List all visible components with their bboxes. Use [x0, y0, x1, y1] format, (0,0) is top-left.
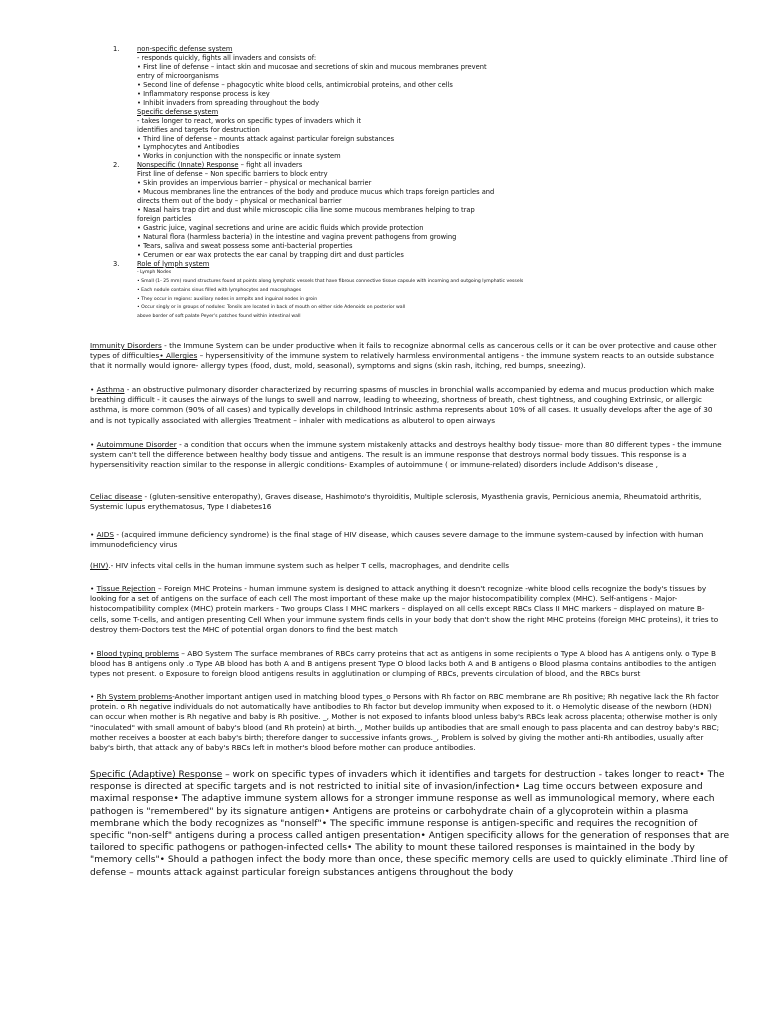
- outline-line: • Gastric juice, vaginal secretions and urine are acidic fluids which provide protection: [137, 224, 424, 233]
- outline-line: - takes longer to react, works on specific types of invaders which it: [137, 116, 361, 125]
- outline-line: directs them out of the body – physical or mechanical barrier: [137, 197, 342, 206]
- outline-line: • Cerumen or ear wax protects the ear canal by trapping dirt and dust particles: [137, 250, 404, 259]
- outline-line: foreign particles: [137, 215, 192, 224]
- outline-item-2-heading: 2. Nonspecific (Innate) Response – fight all invaders: [113, 161, 303, 170]
- outline-small-line: above border of soft palate Peyer's patches found within intestinal wall: [137, 314, 301, 320]
- outline-line: • First line of defense – intact skin and mucosae and secretions of skin and mucous membranes prevent: [137, 62, 487, 71]
- outline-line: • Inhibit invaders from spreading throughout the body: [137, 98, 320, 107]
- outline-list: [113, 45, 633, 322]
- outline-line: entry of microorganisms: [137, 71, 219, 80]
- tissue-rejection-paragraph: • Tissue Rejection – Foreign MHC Proteins - human immune system is designed to attack anything it doesn't recognize -white blood cells recognize the body's tissues by looking for a set of antigens on the surface of each cell The most important of these make up the major histocompatibility complex (MHC). Self-antigens - Major-histocompatibility complex (MHC) protein markers - Two groups Class I MHC markers – displayed on all cells except RBCs Class II MHC markers – displayed on mature B-cells, some T-cells, and antigen presenting Cell When your immune system finds cells in your body that don't show the right MHC proteins (foreign MHC proteins), it tries to destroy them-Doctors test the MHC of potential organ donors to find the best match: [90, 584, 719, 634]
- outline-small-line: - Lymph Nodes: [137, 269, 172, 275]
- outline-item-3-heading: 3. Role of lymph system: [113, 259, 210, 268]
- outline-line: • Works in conjunction with the nonspecific or innate system: [137, 152, 341, 161]
- specific-response-paragraph: Specific (Adaptive) Response – work on specific types of invaders which it identifies and targets for destruction - takes longer to react• The response is directed at specific targets and is not restricted to initial site of invasion/infection• Lag time occurs between exposure and maximal response• The adaptive immune system allows for a stronger immune response as well as immunological memory, where each pathogen is "remembered" by its signature antigen• Antigens are proteins or carbohydrate chain of a glycoprotein within a plasma membrane which the body recognizes as "nonself"• The specific immune response is antigen-specific and requires the recognition of specific "non-self" antigens during a process called antigen presentation• Antigen specificity allows for the generation of responses that are tailored to specific pathogens or pathogen-infected cells• The ability to mount these tailored responses is maintained in the body by "memory cells"• Should a pathogen infect the body more than once, these specific memory cells are used to quickly eliminate .Third line of defense – mounts attack against particular foreign substances antigens throughout the body: [90, 770, 730, 878]
- autoimmune-paragraph: • Autoimmune Disorder - a condition that occurs when the immune system mistakenly attacks and destroys healthy body tissue- more than 80 different types - the immune system can't tell the difference between healthy body tissue and antigens. The result is an immune response that destroys normal body tissues. This response is a hypersensitivity reaction similar to the response in allergic conditions- Examples of autoimmune ( or immune-related) disorders include Addison's disease ,: [90, 440, 722, 470]
- outline-subheading: Specific defense system: [137, 107, 219, 116]
- celiac-paragraph: Celiac disease - (gluten-sensitive enteropathy), Graves disease, Hashimoto's thyroiditis, Multiple sclerosis, Myasthenia gravis, Pernicious anemia, Rheumatoid arthritis, Systemic lupus erythematosus, Type I diabetes16: [90, 492, 702, 512]
- outline-small-line: • Occur singly or in groups of nodules: Tonsils are located in back of mouth on either side Adenoids on posterior wall: [137, 305, 406, 311]
- outline-line: • Lymphocytes and Antibodies: [137, 143, 240, 152]
- rh-system-paragraph: • Rh System problems-Another important antigen used in matching blood types_o Persons with Rh factor on RBC membrane are Rh positive; Rh negative lack the Rh factor protein. o Rh negative individuals do not automatically have antibodies to Rh factor but develop immunity when exposed to it. o Hemolytic disease of the newborn (HDN) can occur when mother is Rh negative and baby is Rh positive. _, Mother is not exposed to infants blood unless baby's RBCs leak across placenta; otherwise mother is only "inoculated" with small amount of baby's blood (and Rh protein) at birth._, Mother builds up antibodies that are small enough to pass placenta and can destroy baby's RBC; mother receives a booster at each baby's birth; therefore danger to successive infants grows._, Problem is solved by giving the mother anti-Rh antibodies, usually after baby's birth, that attack any of baby's RBCs left in mother's blood before mother can produce antibodies.: [90, 692, 720, 753]
- asthma-paragraph: • Asthma - an obstructive pulmonary disorder characterized by recurring spasms of muscles in bronchial walls accompanied by edema and mucus production which make breathing difficult - it causes the airways of the lungs to swell and narrow, leading to wheezing, shortness of breath, chest tightness, and coughing Extrinsic, or allergic asthma, is more common (90% of all cases) and typically develops in childhood Intrinsic asthma represents about 10% of all cases. It usually develops after the age of 30 and is not typically associated with allergies Treatment – inhaler with medications as albuterol to open airways: [90, 385, 715, 425]
- outline-item-1-heading: 1. non-specific defense system: [113, 45, 233, 53]
- outline-line: • Inflammatory response process is key: [137, 89, 270, 98]
- blood-typing-paragraph: • Blood typing problems – ABO System The surface membranes of RBCs carry proteins that act as antigens in some recipients o Type A blood has A antigens only. o Type B blood has B antigens only .o Type AB blood has both A and B antigens present Type O blood lacks both A and B antigens o Blood plasma contains antibodies to the antigen types not present. o Exposure to foreign blood antigens results in agglutination or clumping of RBCs, prevents circulation of blood, and the RBCs burst: [90, 649, 717, 679]
- outline-line: - responds quickly, fights all invaders and consists of:: [137, 53, 317, 62]
- outline-line: • Nasal hairs trap dirt and dust while microscopic cilia line some mucous membranes helping to trap: [137, 206, 475, 215]
- outline-line: • Mucous membranes line the entrances of the body and produce mucus which traps foreign particles and: [137, 188, 495, 197]
- outline-line: • Third line of defense – mounts attack against particular foreign substances: [137, 134, 395, 143]
- outline-line: identifies and targets for destruction: [137, 125, 260, 134]
- outline-line: • Natural flora (harmless bacteria) in the intestine and vagina prevent pathogens from growing: [137, 233, 457, 242]
- outline-small-line: • Each nodule contains sinus filled with lymphocytes and macrophages: [137, 287, 302, 293]
- aids-paragraph: • AIDS - (acquired immune deficiency syndrome) is the final stage of HIV disease, which causes severe damage to the immune system-caused by infection with human immunodeficiency virus: [90, 530, 704, 550]
- hiv-paragraph: (HIV).- HIV infects vital cells in the human immune system such as helper T cells, macrophages, and dendrite cells: [90, 561, 509, 570]
- immunity-disorders-paragraph: Immunity Disorders - the Immune System can be under productive when it fails to recognize abnormal cells as cancerous cells or it can be over protective and cause other types of difficulties• Allergies – hypersensitivity of the immune system to relatively harmless environmental antigens - the immune system reacts to an outside substance that it normally would ignore- allergy types (food, dust, mold, seasonal), symptoms and signs (skin rash, itching, red bumps, sneezing).: [90, 341, 717, 371]
- outline-line: • Skin provides an impervious barrier – physical or mechanical barrier: [137, 179, 372, 188]
- outline-small-line: • Small (1- 25 mm) round structures found at points along lymphatic vessels that have fibrous connective tissue capsule with incoming and outgoing lymphatic vessels: [137, 278, 524, 284]
- outline-line: First line of defense – Non specific barriers to block entry: [137, 170, 328, 179]
- outline-line: • Tears, saliva and sweat possess some anti-bacterial properties: [137, 241, 353, 250]
- outline-small-line: • They occur in regions: auxiliary nodes in armpits and inguinal nodes in groin: [137, 296, 318, 302]
- outline-line: • Second line of defense – phagocytic white blood cells, antimicrobial proteins, and other cells: [137, 80, 453, 89]
